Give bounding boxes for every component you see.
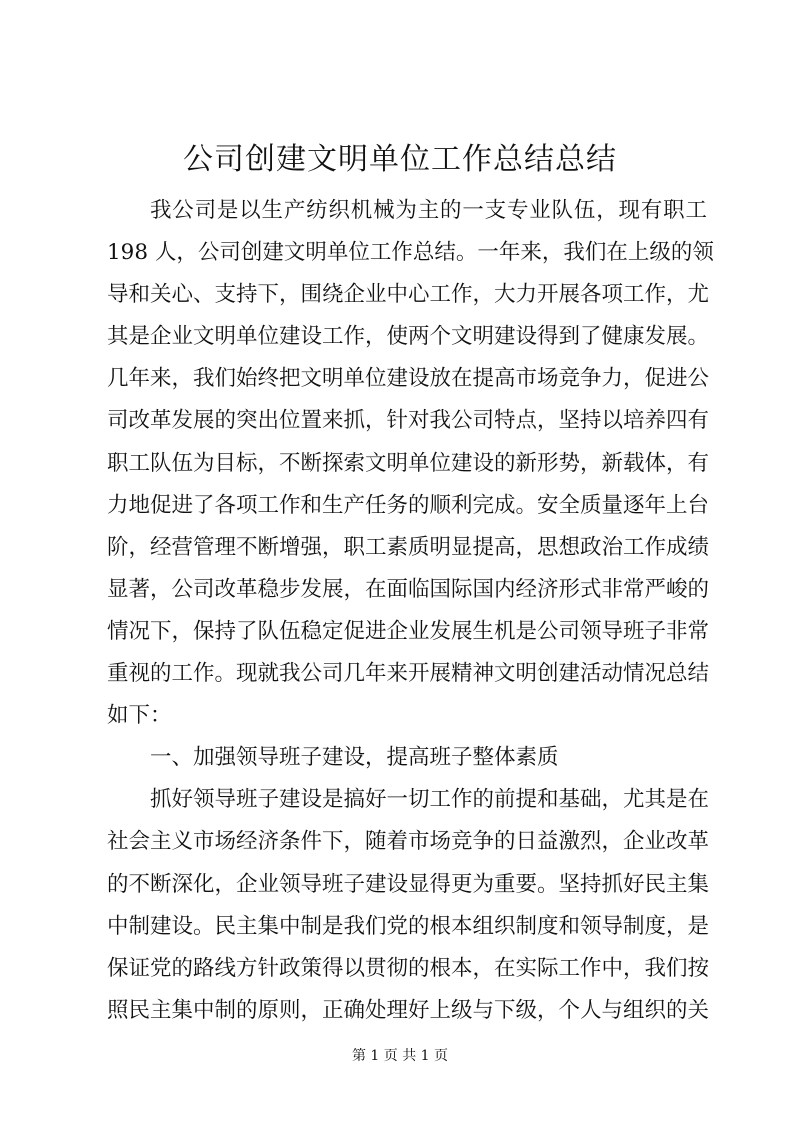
document-body bbox=[107, 190, 714, 1032]
section-heading: 一、加强领导班子建设，提高班子整体素质 bbox=[150, 745, 559, 771]
text-line: 的不断深化，企业领导班子建设显得更为重要。坚持抓好民主集 bbox=[107, 871, 710, 897]
text-line: 导和关心、支持下，围绕企业中心工作，大力开展各项工作，尤 bbox=[107, 282, 710, 308]
text-line: 其是企业文明单位建设工作，使两个文明建设得到了健康发展。 bbox=[107, 324, 710, 350]
text-line: 显著，公司改革稳步发展，在面临国际国内经济形式非常严峻的 bbox=[107, 576, 710, 602]
text-line: 照民主集中制的原则，正确处理好上级与下级，个人与组织的关 bbox=[107, 997, 710, 1023]
text-line: 重视的工作。现就我公司几年来开展精神文明创建活动情况总结 bbox=[107, 661, 710, 687]
text-line: 198 人，公司创建文明单位工作总结。一年来，我们在上级的领 bbox=[107, 240, 714, 266]
text-line: 情况下，保持了队伍稳定促进企业发展生机是公司领导班子非常 bbox=[107, 618, 710, 644]
text-line: 我公司是以生产纺织机械为主的一支专业队伍，现有职工 bbox=[150, 198, 707, 223]
text-line: 司改革发展的突出位置来抓，针对我公司特点，坚持以培养四有 bbox=[107, 408, 710, 434]
text-line: 保证党的路线方针政策得以贯彻的根本，在实际工作中，我们按 bbox=[107, 955, 710, 981]
text-line: 几年来，我们始终把文明单位建设放在提高市场竞争力，促进公 bbox=[107, 366, 710, 392]
text-line: 职工队伍为目标，不断探索文明单位建设的新形势，新载体，有 bbox=[107, 450, 710, 476]
text-line: 中制建设。民主集中制是我们党的根本组织制度和领导制度，是 bbox=[107, 913, 710, 939]
page-footer: 第 1 页 共 1 页 bbox=[351, 1048, 449, 1064]
text-line: 阶，经营管理不断增强，职工素质明显提高，思想政治工作成绩 bbox=[107, 534, 710, 560]
text-line: 抓好领导班子建设是搞好一切工作的前提和基础，尤其是在 bbox=[150, 787, 710, 813]
text-line: 如下： bbox=[107, 703, 172, 729]
document-title: 公司创建文明单位工作总结总结 bbox=[183, 142, 617, 177]
text-line: 力地促进了各项工作和生产任务的顺利完成。安全质量逐年上台 bbox=[107, 492, 710, 518]
text-line: 社会主义市场经济条件下，随着市场竞争的日益激烈，企业改革 bbox=[107, 829, 710, 855]
